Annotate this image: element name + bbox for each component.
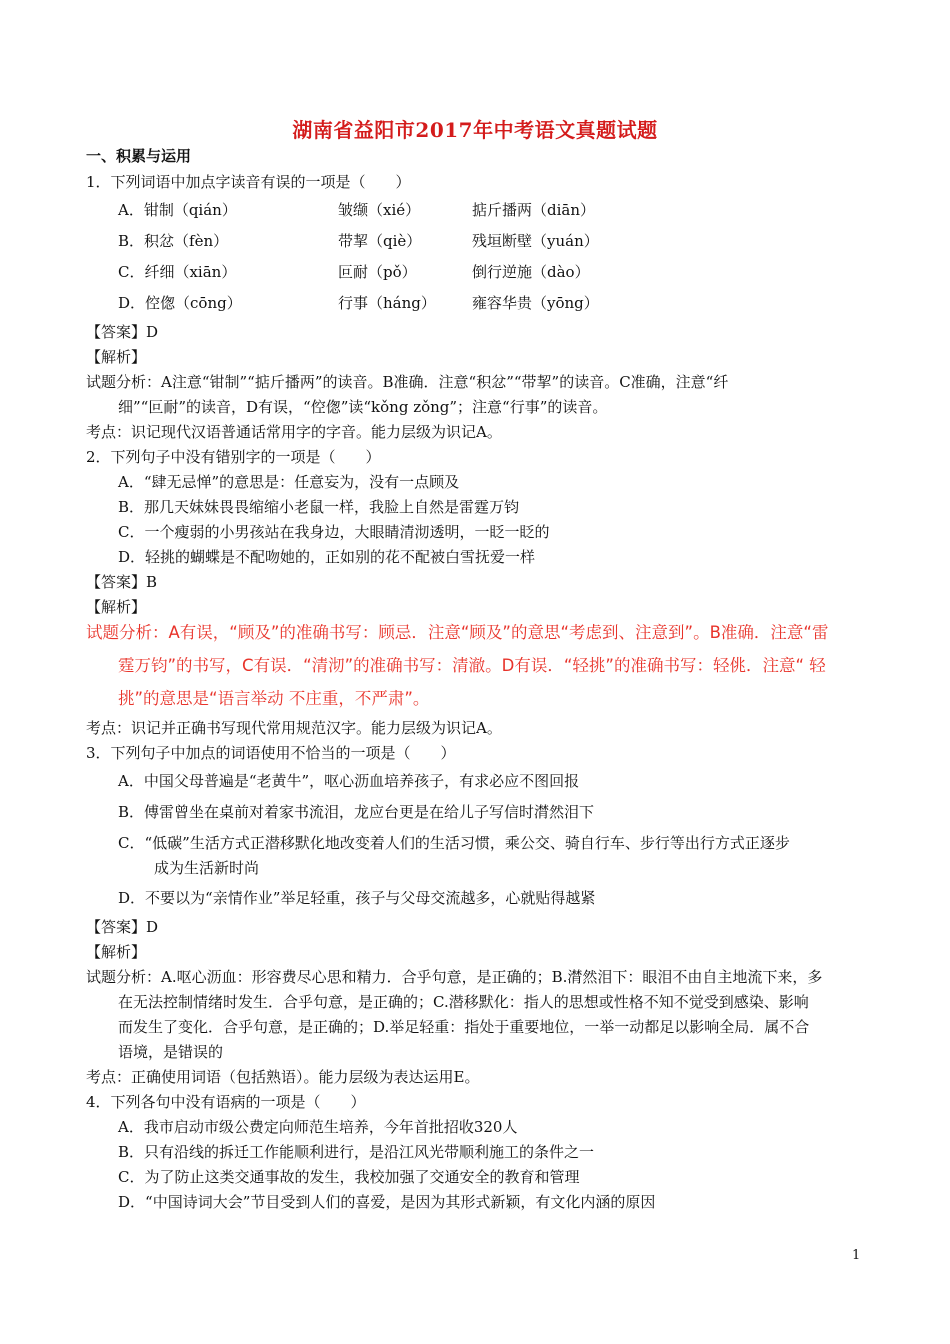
q4-option-c: C．为了防止这类交通事故的发生，我校加强了交通安全的教育和管理 [118, 1168, 580, 1186]
q3-jiexi-label: 【解析】 [86, 943, 147, 961]
q3-analysis-line: 而发生了变化．合乎句意，是正确的；D.举足轻重：指处于重要地位，一举一动都足以影响全局．属不合 [118, 1018, 810, 1036]
q2-analysis-line: 试题分析：A有误，“顾及”的准确书写：顾忌．注意“顾及”的意思“考虑到、注意到”。B准确．注意“雷 [86, 623, 829, 642]
q1-option-c-1: C．纤细（xiān） [118, 263, 237, 281]
q1-option-b-1: B．积忿（fèn） [118, 232, 229, 250]
q1-option-a-3: 掂斤播两（diān） [472, 201, 596, 219]
q3-kaodian: 考点：正确使用词语（包括熟语）。能力层级为表达运用E。 [86, 1068, 480, 1086]
q1-option-a-2: 皱缬（xié） [338, 201, 421, 219]
q3-option-c: C．“低碳”生活方式正潜移默化地改变着人们的生活习惯，乘公交、骑自行车、步行等出行方式正逐步 [118, 834, 790, 852]
q3-option-d: D．不要以为“亲情作业”举足轻重，孩子与父母交流越多，心就贴得越紧 [118, 889, 596, 907]
q2-analysis-line: 霆万钧”的书写，C有误．“清沏”的准确书写：清澈。D有误．“轻挑”的准确书写：轻佻．注意“ 轻 [118, 656, 826, 675]
q1-option-c-3: 倒行逆施（dào） [472, 263, 590, 281]
q1-kaodian: 考点：识记现代汉语普通话常用字的字音。能力层级为识记A。 [86, 423, 502, 441]
q2-stem: 2．下列句子中没有错别字的一项是（ ） [86, 448, 381, 466]
q1-analysis-line: 细”“叵耐”的读音，D有误，“倥偬”读“kǒng zǒng”；注意“行事”的读音。 [118, 398, 608, 416]
q3-analysis-line: 试题分析：A.呕心沥血：形容费尽心思和精力．合乎句意，是正确的；B.潸然泪下：眼泪不由自主地流下来，多 [86, 968, 823, 986]
q2-kaodian: 考点：识记并正确书写现代常用规范汉字。能力层级为识记A。 [86, 719, 502, 737]
section-heading: 一、积累与运用 [86, 147, 192, 165]
q1-answer: 【答案】D [86, 323, 159, 341]
q2-answer: 【答案】B [86, 573, 158, 591]
q2-option-a: A．“肆无忌惮”的意思是：任意妄为，没有一点顾及 [118, 473, 460, 491]
q3-answer: 【答案】D [86, 918, 159, 936]
q1-analysis-line: 试题分析：A注意“钳制”“掂斤播两”的读音。B准确．注意“积忿”“带挈”的读音。C准确，注意“纤 [86, 373, 729, 391]
q3-stem: 3．下列句子中加点的词语使用不恰当的一项是（ ） [86, 744, 456, 762]
q3-option-c-cont: 成为生活新时尚 [154, 859, 260, 877]
q1-jiexi-label: 【解析】 [86, 348, 147, 366]
q1-option-d-1: D．倥偬（cōng） [118, 294, 242, 312]
q4-stem: 4．下列各句中没有语病的一项是（ ） [86, 1093, 366, 1111]
q1-option-b-2: 带挈（qiè） [338, 232, 422, 250]
q1-option-d-2: 行事（háng） [338, 294, 436, 312]
q3-analysis-line: 语境，是错误的 [118, 1043, 224, 1061]
q1-option-a-1: A．钳制（qián） [118, 201, 237, 219]
page-title: 湖南省益阳市2017年中考语文真题试题 [292, 118, 658, 142]
q3-option-a: A．中国父母普遍是“老黄牛”，呕心沥血培养孩子，有求必应不图回报 [118, 772, 580, 790]
q1-option-d-3: 雍容华贵（yōng） [472, 294, 599, 312]
q4-option-b: B．只有沿线的拆迁工作能顺利进行，是沿江风光带顺利施工的条件之一 [118, 1143, 595, 1161]
q2-option-c: C．一个瘦弱的小男孩站在我身边，大眼睛清沏透明，一眨一眨的 [118, 523, 550, 541]
q2-option-b: B．那几天妹妹畏畏缩缩小老鼠一样，我脸上自然是雷霆万钧 [118, 498, 520, 516]
q3-analysis-line: 在无法控制情绪时发生．合乎句意，是正确的；C.潜移默化：指人的思想或性格不知不觉受到感染、影响 [118, 993, 809, 1011]
q4-option-a: A．我市启动市级公费定向师范生培养，今年首批招收320人 [118, 1118, 518, 1136]
page-number: 1 [852, 1248, 861, 1263]
q1-option-c-2: 叵耐（pǒ） [338, 263, 417, 281]
q4-option-d: D．“中国诗词大会”节目受到人们的喜爱，是因为其形式新颖，有文化内涵的原因 [118, 1193, 656, 1211]
q3-option-b: B．傅雷曾坐在桌前对着家书流泪，龙应台更是在给儿子写信时潸然泪下 [118, 803, 595, 821]
q2-jiexi-label: 【解析】 [86, 598, 147, 616]
q2-analysis-line: 挑”的意思是“语言举动 不庄重，不严肃”。 [118, 689, 430, 708]
q2-option-d: D．轻挑的蝴蝶是不配吻她的，正如别的花不配被白雪抚爱一样 [118, 548, 536, 566]
q1-stem: 1．下列词语中加点字读音有误的一项是（ ） [86, 173, 411, 191]
q1-option-b-3: 残垣断壁（yuán） [472, 232, 599, 250]
